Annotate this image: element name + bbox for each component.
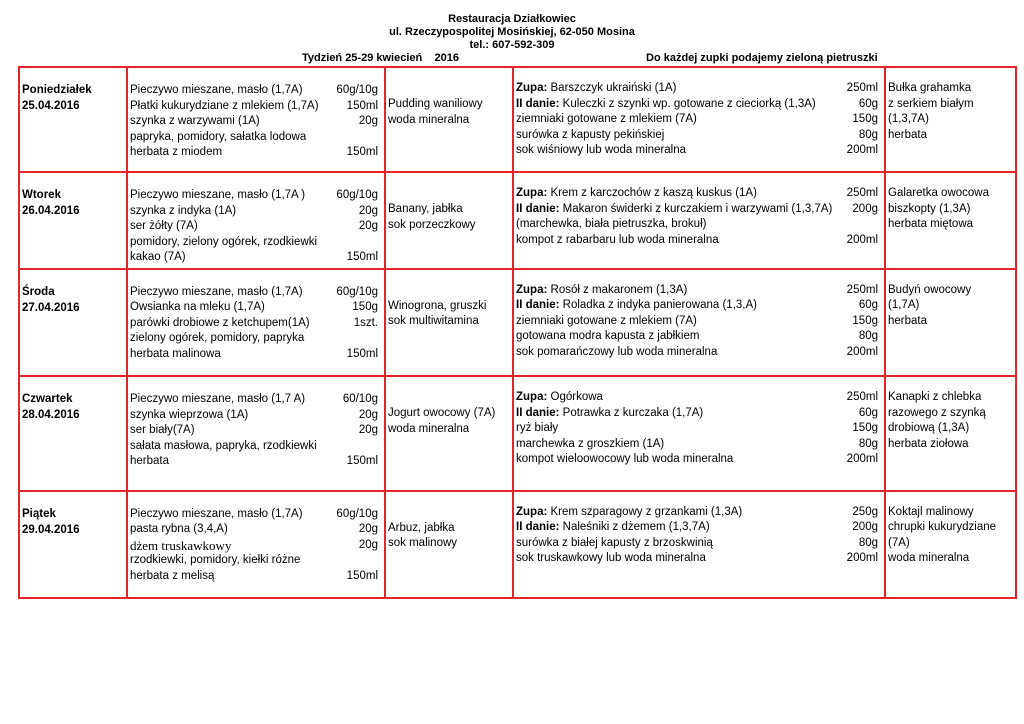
- item-quantity: 150ml: [346, 347, 378, 360]
- item-text: Pieczywo mieszane, masło (1,7A): [130, 84, 303, 96]
- item-text: Owsianka na mleku (1,7A): [130, 301, 265, 314]
- restaurant-name: Restauracja Działkowiec: [448, 13, 576, 25]
- item-text: Krem z karczochów z kaszą kuskus (1A): [547, 187, 757, 200]
- item-text: ser biały(7A): [130, 424, 195, 437]
- afternoon-snack-cell: [885, 376, 1016, 490]
- lunch-item: [516, 217, 882, 233]
- item-quantity: 200ml: [846, 453, 878, 466]
- breakfast-item: [130, 114, 382, 130]
- lunch-item: [516, 298, 882, 314]
- item-quantity: 150g: [852, 314, 878, 327]
- item-text: marchewka z groszkiem (1A): [516, 437, 665, 450]
- item-text: Pieczywo mieszane, masło (1,7 A): [130, 393, 306, 406]
- item-quantity: 60g/10g: [336, 285, 378, 298]
- lunch-item: [516, 186, 882, 202]
- snack-cell: [385, 376, 513, 490]
- weekly-menu-table: [18, 66, 1017, 599]
- item-quantity: 1szt.: [353, 316, 378, 329]
- course-label: Zupa:: [516, 505, 548, 518]
- item-quantity: 150g: [852, 422, 878, 435]
- breakfast-item: [130, 423, 382, 439]
- item-text: Kuleczki z szynki wp. gotowane z cieciorką (1,3A): [559, 97, 816, 110]
- item-quantity: 60g: [858, 299, 878, 312]
- afternoon-snack-item: Galaretka owocowa: [888, 187, 989, 200]
- restaurant-phone: tel.: 607-592-309: [469, 39, 555, 51]
- item-quantity: 250ml: [846, 283, 878, 296]
- snack-item: sok multiwitamina: [388, 315, 479, 328]
- course-label: II danie:: [516, 299, 560, 312]
- course-label: Zupa:: [516, 82, 548, 94]
- afternoon-snack-item: drobiową (1,3A): [888, 422, 970, 435]
- item-quantity: 60g/10g: [336, 84, 378, 96]
- day-cell: [19, 67, 127, 172]
- item-quantity: [378, 331, 382, 347]
- item-text: Potrawka z kurczaka (1,7A): [559, 406, 704, 419]
- item-text: pasta rybna (3,4,A): [130, 523, 228, 536]
- lunch-item: [516, 345, 882, 361]
- snack-cell: [385, 491, 513, 598]
- soup-note: Do każdej zupki podajemy zieloną pietruszki: [646, 52, 878, 64]
- lunch-item: [516, 551, 882, 567]
- snack-item: Pudding waniliowy: [388, 98, 483, 110]
- breakfast-cell: [127, 491, 385, 598]
- lunch-item: [516, 329, 882, 345]
- breakfast-item: [130, 204, 382, 220]
- item-text: herbata z miodem: [130, 146, 223, 158]
- item-quantity: 150ml: [346, 569, 378, 582]
- item-text: sok pomarańczowy lub woda mineralna: [516, 345, 718, 358]
- item-quantity: 60g: [858, 406, 878, 419]
- lunch-item: [516, 97, 882, 113]
- snack-item: sok malinowy: [388, 537, 458, 550]
- day-date: 25.04.2016: [22, 100, 80, 112]
- item-text: (marchewka, biała pietruszka, brokuł): [516, 218, 707, 231]
- item-text: ziemniaki gotowane z mlekiem (7A): [516, 314, 697, 327]
- lunch-item: [516, 233, 882, 249]
- breakfast-item: [130, 300, 382, 316]
- afternoon-snack-item: (1,3,7A): [888, 113, 929, 125]
- afternoon-snack-item: woda mineralna: [888, 552, 970, 565]
- breakfast-cell: [127, 67, 385, 172]
- afternoon-snack-item: herbata miętowa: [888, 218, 974, 231]
- snack-item: woda mineralna: [388, 113, 470, 126]
- snack-cell: [385, 172, 513, 269]
- item-text: herbata z melisą: [130, 569, 215, 582]
- day-cell: [19, 491, 127, 598]
- breakfast-item: [130, 250, 382, 266]
- item-text: sok truskawkowy lub woda mineralna: [516, 552, 706, 565]
- day-date: 29.04.2016: [22, 523, 80, 536]
- item-text: herbata: [130, 455, 170, 468]
- afternoon-snack-item: Budyń owocowy: [888, 283, 972, 296]
- item-text: surówka z kapusty pekińskiej: [516, 128, 665, 141]
- item-quantity: 250g: [852, 505, 878, 518]
- afternoon-snack-item: Koktajl malinowy: [888, 505, 974, 518]
- day-name: Wtorek: [22, 189, 61, 202]
- item-quantity: 200ml: [846, 552, 878, 565]
- item-quantity: 200ml: [846, 144, 878, 156]
- lunch-item: [516, 202, 882, 218]
- snack-item: Arbuz, jabłka: [388, 521, 455, 534]
- item-quantity: 20g: [358, 523, 378, 536]
- course-label: Zupa:: [516, 391, 548, 404]
- lunch-item: [516, 314, 882, 330]
- item-text: kompot wieloowocowy lub woda mineralna: [516, 453, 734, 466]
- lunch-item: [516, 283, 882, 299]
- item-text: Makaron świderki z kurczakiem i warzywami (1,3,7A): [559, 202, 833, 215]
- item-text: papryka, pomidory, sałatka lodowa: [130, 130, 307, 143]
- lunch-item: [516, 128, 882, 144]
- item-text: ryż biały: [516, 422, 559, 435]
- item-quantity: [378, 235, 382, 251]
- day-date: 27.04.2016: [22, 301, 80, 314]
- course-label: II danie:: [516, 406, 560, 419]
- item-text: ziemniaki gotowane z mlekiem (7A): [516, 113, 697, 125]
- day-name: Czwartek: [22, 393, 73, 406]
- item-quantity: 150g: [852, 113, 878, 125]
- day-cell: [19, 269, 127, 376]
- lunch-item: [516, 143, 882, 159]
- item-text: zielony ogórek, pomidory, papryka: [130, 332, 305, 345]
- breakfast-item: [130, 439, 382, 455]
- item-text: Płatki kukurydziane z mlekiem (1,7A): [130, 99, 319, 112]
- item-quantity: 20g: [358, 220, 378, 233]
- afternoon-snack-item: herbata: [888, 128, 928, 141]
- lunch-item: [516, 390, 882, 406]
- item-text: Pieczywo mieszane, masło (1,7A ): [130, 189, 306, 202]
- breakfast-cell: [127, 376, 385, 490]
- item-text: pomidory, zielony ogórek, rzodkiewki: [130, 235, 318, 248]
- breakfast-item: [130, 331, 382, 347]
- afternoon-snack-item: (7A): [888, 536, 910, 549]
- item-text: sałata masłowa, papryka, rzodkiewki: [130, 439, 317, 452]
- item-quantity: 60/10g: [342, 393, 378, 406]
- lunch-item: [516, 505, 882, 521]
- item-text: surówka z białej kapusty z brzoskwinią: [516, 536, 713, 549]
- lunch-cell: [513, 491, 885, 598]
- day-row: [19, 172, 1016, 269]
- item-text: szynka wieprzowa (1A): [130, 408, 249, 421]
- lunch-item: [516, 81, 882, 97]
- lunch-item: [516, 452, 882, 468]
- afternoon-snack-item: (1,7A): [888, 299, 920, 312]
- breakfast-item: [130, 99, 382, 115]
- course-label: II danie:: [516, 521, 560, 534]
- day-date: 28.04.2016: [22, 409, 80, 422]
- breakfast-item: [130, 83, 382, 99]
- item-quantity: 200g: [852, 521, 878, 534]
- course-label: Zupa:: [516, 283, 548, 296]
- day-row: [19, 67, 1016, 172]
- item-text: ser żółty (7A): [130, 220, 198, 233]
- course-label: II danie:: [516, 97, 560, 110]
- breakfast-item: [130, 507, 382, 523]
- afternoon-snack-cell: [885, 491, 1016, 598]
- item-quantity: 20g: [358, 115, 378, 127]
- day-name: Środa: [22, 285, 55, 298]
- item-text: Pieczywo mieszane, masło (1,7A): [130, 285, 303, 298]
- item-quantity: 200ml: [846, 233, 878, 246]
- item-quantity: 20g: [358, 204, 378, 217]
- day-name: Piątek: [22, 507, 56, 520]
- item-text: szynka z indyka (1A): [130, 204, 237, 217]
- item-text: sok wiśniowy lub woda mineralna: [516, 144, 687, 156]
- lunch-item: [516, 112, 882, 128]
- item-text: gotowana modra kapusta z jabłkiem: [516, 330, 700, 343]
- afternoon-snack-item: herbata: [888, 314, 928, 327]
- item-quantity: 60g/10g: [336, 189, 378, 202]
- day-row: [19, 269, 1016, 376]
- item-quantity: 150ml: [346, 251, 378, 264]
- item-quantity: 20g: [358, 538, 378, 551]
- item-quantity: 200g: [852, 202, 878, 215]
- item-quantity: 60g: [858, 97, 878, 110]
- breakfast-item: [130, 454, 382, 470]
- snack-item: sok porzeczkowy: [388, 218, 476, 231]
- breakfast-item: [130, 130, 382, 146]
- item-text: rzodkiewki, pomidory, kiełki różne: [130, 554, 301, 567]
- item-text: Krem szparagowy z grzankami (1,3A): [547, 505, 743, 518]
- item-quantity: 150g: [352, 301, 378, 314]
- afternoon-snack-item: z serkiem białym: [888, 97, 974, 110]
- item-quantity: [878, 217, 882, 233]
- item-text: Pieczywo mieszane, masło (1,7A): [130, 507, 303, 520]
- item-quantity: 150ml: [346, 99, 378, 112]
- breakfast-item: [130, 285, 382, 301]
- breakfast-item: [130, 188, 382, 204]
- breakfast-item: [130, 219, 382, 235]
- day-cell: [19, 172, 127, 269]
- snack-item: Jogurt owocowy (7A): [388, 407, 496, 420]
- snack-item: woda mineralna: [388, 422, 470, 435]
- breakfast-item: [130, 316, 382, 332]
- snack-cell: [385, 67, 513, 172]
- afternoon-snack-cell: [885, 67, 1016, 172]
- breakfast-item: [130, 569, 382, 585]
- afternoon-snack-item: Kanapki z chlebka: [888, 391, 982, 404]
- afternoon-snack-cell: [885, 269, 1016, 376]
- item-quantity: [378, 130, 382, 146]
- snack-item: Winogrona, gruszki: [388, 299, 487, 312]
- afternoon-snack-item: razowego z szynką: [888, 406, 986, 419]
- lunch-cell: [513, 376, 885, 490]
- item-quantity: 80g: [858, 437, 878, 450]
- course-label: II danie:: [516, 202, 560, 215]
- item-quantity: 200ml: [846, 345, 878, 358]
- breakfast-item: [130, 235, 382, 251]
- week-label: Tydzień 25-29 kwiecień 2016: [302, 52, 459, 64]
- lunch-item: [516, 437, 882, 453]
- item-quantity: 150ml: [346, 455, 378, 468]
- afternoon-snack-item: Bułka grahamka: [888, 82, 972, 94]
- item-text: Rosół z makaronem (1,3A): [547, 283, 688, 296]
- item-quantity: 80g: [858, 128, 878, 141]
- breakfast-cell: [127, 269, 385, 376]
- lunch-item: [516, 536, 882, 552]
- day-row: [19, 491, 1016, 598]
- day-name: Poniedziałek: [22, 84, 92, 96]
- breakfast-item: [130, 408, 382, 424]
- day-date: 26.04.2016: [22, 205, 80, 218]
- item-quantity: 60g/10g: [336, 507, 378, 520]
- breakfast-item: [130, 522, 382, 538]
- day-cell: [19, 376, 127, 490]
- breakfast-item: [130, 553, 382, 569]
- lunch-item: [516, 406, 882, 422]
- item-text: herbata malinowa: [130, 347, 221, 360]
- item-text: szynka z warzywami (1A): [130, 115, 260, 127]
- item-quantity: 80g: [858, 536, 878, 549]
- afternoon-snack-item: chrupki kukurydziane: [888, 521, 997, 534]
- lunch-cell: [513, 172, 885, 269]
- snack-item: Banany, jabłka: [388, 203, 463, 216]
- course-label: Zupa:: [516, 187, 548, 200]
- breakfast-item: [130, 538, 382, 554]
- day-row: [19, 376, 1016, 490]
- item-quantity: [378, 553, 382, 569]
- snack-cell: [385, 269, 513, 376]
- item-quantity: 150ml: [346, 146, 378, 158]
- lunch-cell: [513, 269, 885, 376]
- breakfast-item: [130, 145, 382, 161]
- breakfast-cell: [127, 172, 385, 269]
- item-text: Naleśniki z dżemem (1,3,7A): [559, 521, 710, 534]
- afternoon-snack-item: biszkopty (1,3A): [888, 202, 971, 215]
- afternoon-snack-cell: [885, 172, 1016, 269]
- item-quantity: 80g: [858, 330, 878, 343]
- item-quantity: [378, 439, 382, 455]
- breakfast-item: [130, 347, 382, 363]
- item-text: parówki drobiowe z ketchupem(1A): [130, 316, 310, 329]
- afternoon-snack-item: herbata ziołowa: [888, 437, 969, 450]
- item-quantity: 250ml: [846, 187, 878, 200]
- lunch-cell: [513, 67, 885, 172]
- breakfast-item: [130, 392, 382, 408]
- restaurant-address: ul. Rzeczypospolitej Mosińskiej, 62-050 Mosina: [389, 26, 635, 38]
- lunch-item: [516, 421, 882, 437]
- item-quantity: 250ml: [846, 82, 878, 94]
- item-text: dżem truskawkowy: [130, 537, 232, 553]
- item-text: Roladka z indyka panierowana (1,3,A): [559, 299, 757, 312]
- item-quantity: 20g: [358, 424, 378, 437]
- item-quantity: 250ml: [846, 391, 878, 404]
- item-text: Ogórkowa: [547, 391, 603, 404]
- item-text: Barszczyk ukraiński (1A): [547, 82, 677, 94]
- item-text: kakao (7A): [130, 251, 186, 264]
- item-quantity: 20g: [358, 408, 378, 421]
- item-text: kompot z rabarbaru lub woda mineralna: [516, 233, 719, 246]
- lunch-item: [516, 520, 882, 536]
